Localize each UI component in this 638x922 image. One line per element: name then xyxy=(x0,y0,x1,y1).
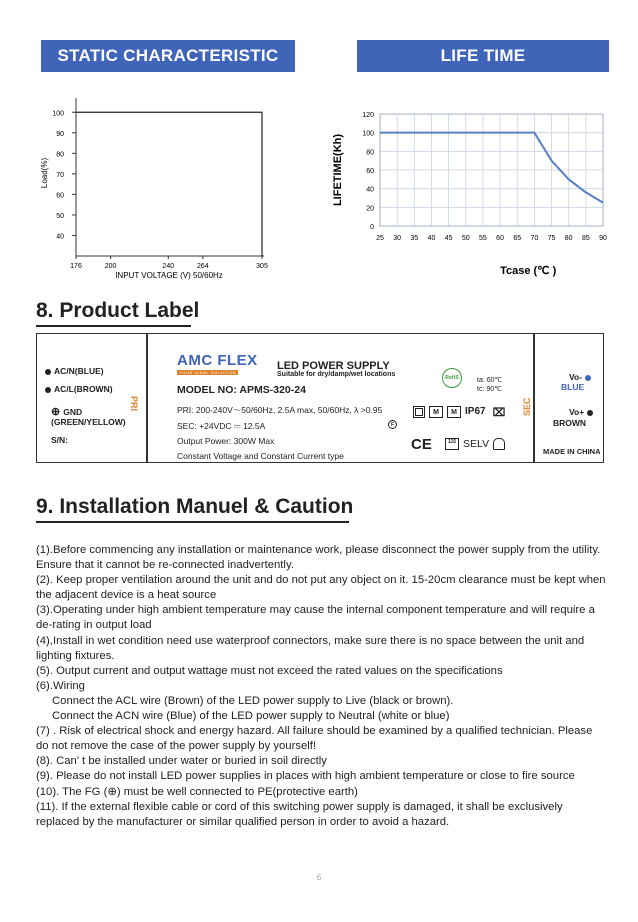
x-tick-label: 55 xyxy=(479,235,487,242)
y-axis-label: LIFETIME(Kh) xyxy=(332,133,344,207)
x-tick-label: 176 xyxy=(70,263,82,270)
product-name: LED POWER SUPPLY xyxy=(277,360,390,372)
instruction-item: (6).Wiring xyxy=(36,679,85,692)
ip-rating: IP67 xyxy=(465,406,486,417)
x-tick-label: 40 xyxy=(427,235,436,242)
x-axis-label: INPUT VOLTAGE (V) 50/60Hz xyxy=(115,271,223,280)
lifetime-curve xyxy=(380,133,603,203)
x-tick-label: 264 xyxy=(197,263,209,270)
label-divider-left xyxy=(146,334,148,462)
ta-rating: ta: 60℃ xyxy=(477,377,503,384)
vo-minus-color: BLUE xyxy=(561,382,585,392)
product-label-title: 8. Product Label xyxy=(36,299,200,322)
x-tick-label: 200 xyxy=(104,263,117,270)
y-tick-label: 80 xyxy=(366,149,374,157)
instruction-item: Connect the ACL wire (Brown) of the LED power supply to Live (black or brown). xyxy=(52,694,454,707)
instruction-item: (9). Please do not install LED power supplies in places with high ambient temperature or close to fire source xyxy=(36,770,575,783)
x-axis-label: Tcase (℃ ) xyxy=(500,265,557,277)
y-tick-label: 60 xyxy=(56,192,64,200)
life-time-header: LIFE TIME xyxy=(357,40,609,72)
output-power: Output Power: 300W Max xyxy=(177,436,275,446)
instruction-item: Connect the ACN wire (Blue) of the LED power supply to Neutral (white or blue) xyxy=(52,710,450,723)
y-tick-label: 20 xyxy=(366,205,374,213)
product-label xyxy=(36,333,604,463)
instruction-item: (1).Before commencing any installation or maintenance work, please disconnect the power supply from the utility. Ensure that it cannot be re-connected inadvertently. xyxy=(36,544,601,572)
weee-bin-icon: ⌧ xyxy=(492,406,506,419)
x-tick-label: 35 xyxy=(410,235,419,242)
selv-mark: SELV xyxy=(463,438,490,450)
instruction-item: (11). If the external flexible cable or cord of this switching power supply is damaged, it shall be exclusively replaced by the manufacturer or similar qualified person in order to avoid a hazard. xyxy=(36,800,563,828)
instruction-item: (3).Operating under high ambient temperature may cause the internal component temperature and will require a de-rating in output load xyxy=(36,604,595,632)
vo-plus-terminal: Vo+ xyxy=(569,407,596,417)
y-tick-label: 40 xyxy=(366,186,374,194)
ground-icon: ⊕ xyxy=(51,406,61,418)
rohs-icon: RoHS xyxy=(442,368,462,388)
x-tick-label: 50 xyxy=(461,235,470,242)
load-curve xyxy=(76,112,262,256)
y-tick-label: 60 xyxy=(366,168,374,175)
vo-minus-terminal: Vo- xyxy=(569,372,594,382)
x-tick-label: 85 xyxy=(581,235,590,242)
installation-instructions xyxy=(36,543,608,830)
static-characteristic-chart xyxy=(30,86,300,281)
y-tick-label: 100 xyxy=(52,110,64,118)
m-mark-icon: M xyxy=(429,406,443,418)
instruction-item: (10). The FG (⊕) must be well connected to PE(protective earth) xyxy=(36,785,358,798)
made-in-china: MADE IN CHINA xyxy=(543,447,601,456)
brand-tagline: YOUR IDEAL SOLUTION xyxy=(179,370,237,375)
x-tick-label: 70 xyxy=(530,235,539,242)
suitable-locations: Suitable for dry/damp/wet locations xyxy=(277,371,396,378)
product-label-rule xyxy=(36,325,191,327)
x-tick-label: 240 xyxy=(162,263,175,270)
y-tick-label: 100 xyxy=(362,130,374,138)
ac-l-terminal: AC/L(BROWN) xyxy=(45,384,113,394)
y-axis-label: Load(%) xyxy=(40,157,49,189)
installation-title: 9. Installation Manuel & Caution xyxy=(36,495,354,518)
x-tick-label: 305 xyxy=(256,263,268,270)
static-characteristic-header: STATIC CHARACTERISTIC xyxy=(41,40,295,72)
x-tick-label: 90 xyxy=(599,235,607,242)
x-tick-label: 65 xyxy=(513,235,522,242)
ac-n-terminal: AC/N(BLUE) xyxy=(45,366,104,376)
installation-rule xyxy=(36,521,349,523)
instruction-item: (8). Can’ t be installed under water or buried in soil directly xyxy=(36,755,327,768)
x-tick-label: 45 xyxy=(444,235,453,242)
gnd-color: (GREEN/YELLOW) xyxy=(51,417,126,427)
independent-use-icon xyxy=(493,438,505,450)
y-tick-label: 0 xyxy=(370,224,374,231)
primary-spec: PRI: 200-240V〜50/60Hz, 2.5A max, 50/60Hz, λ >0.95 xyxy=(177,405,383,415)
life-time-chart xyxy=(325,102,615,282)
label-divider-right xyxy=(533,334,535,462)
x-tick-label: 60 xyxy=(496,235,504,242)
mm-mark-icon: M xyxy=(447,406,461,418)
x-tick-label: 30 xyxy=(393,235,402,242)
secondary-spec: SEC: +24VDC ⎓ 12.5A xyxy=(177,421,266,431)
class-115-icon: 115 xyxy=(445,438,459,450)
ce-mark: CE xyxy=(411,436,432,453)
operating-mode: Constant Voltage and Constant Current type xyxy=(177,451,344,461)
y-tick-label: 50 xyxy=(56,212,64,220)
x-tick-label: 75 xyxy=(547,235,556,242)
y-tick-label: 80 xyxy=(56,151,64,159)
model-number: MODEL NO: APMS-320-24 xyxy=(177,384,306,396)
instruction-item: (5). Output current and output wattage must not exceed the rated values on the specifications xyxy=(36,664,503,677)
x-tick-label: 25 xyxy=(376,235,384,242)
y-tick-label: 90 xyxy=(56,130,64,138)
serial-number-label: S/N: xyxy=(51,435,68,445)
sec-label: SEC xyxy=(522,397,532,416)
vo-plus-color: BROWN xyxy=(553,418,587,428)
y-tick-label: 40 xyxy=(56,233,64,241)
instruction-item: (4),Install in wet condition need use waterproof connectors, make sure there is no space between the unit and lighting fixtures. xyxy=(36,634,585,662)
pri-label: PRI xyxy=(129,396,139,412)
tc-rating: tc: 90℃ xyxy=(477,386,502,393)
double-insulation-icon xyxy=(413,406,425,418)
y-tick-label: 70 xyxy=(56,171,64,179)
y-tick-label: 120 xyxy=(362,112,374,119)
fire-protection-icon: F xyxy=(388,420,397,429)
gnd-terminal: ⊕ GND xyxy=(51,406,83,418)
x-tick-label: 80 xyxy=(564,235,573,242)
page-number: 6 xyxy=(316,873,322,882)
brand-logo: AMC FLEX xyxy=(177,352,258,369)
instruction-item: (7) . Risk of electrical shock and energy hazard. All failure should be examined by a qualified technician. Please do not remove the case of the power supply by yourself! xyxy=(36,725,593,753)
instruction-item: (2). Keep proper ventilation around the unit and do not put any object on it. 15-20cm clearance must be kept when the adjacent device is a heat source xyxy=(36,574,606,602)
